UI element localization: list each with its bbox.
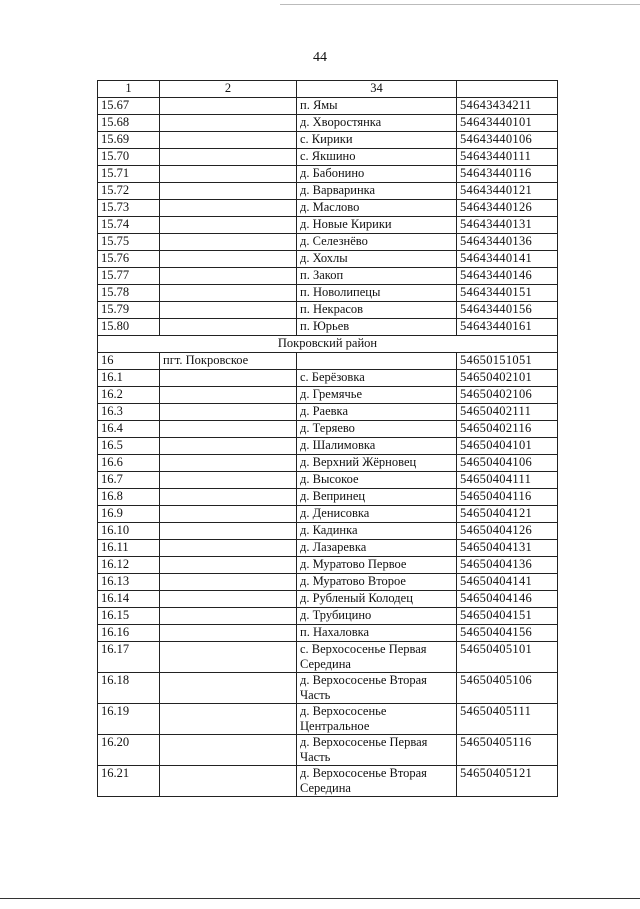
row-number-cell: 16.4 [98,421,160,438]
settlement-cell [160,115,297,132]
table-row [98,98,558,115]
locality-cell: д. Муратово Первое [297,557,457,574]
code-cell: 54650404146 [457,591,558,608]
locality-cell: с. Верхососенье Первая Середина [297,642,457,673]
district-label: Покровский район [98,336,558,353]
code-cell: 54650404121 [457,506,558,523]
locality-cell: д. Теряево [297,421,457,438]
locality-cell: д. Верхососенье Вторая Середина [297,766,457,797]
settlement-cell [160,132,297,149]
code-cell: 54643434211 [457,98,558,115]
code-cell: 54650151051 [457,353,558,370]
settlement-cell [160,489,297,506]
locality-cell: д. Лазаревка [297,540,457,557]
row-number-cell: 15.74 [98,217,160,234]
code-cell: 54643440151 [457,285,558,302]
locality-cell: с. Якшино [297,149,457,166]
settlement-cell [160,523,297,540]
table-row [98,268,558,285]
locality-cell: д. Денисовка [297,506,457,523]
settlement-cell [160,98,297,115]
row-number-cell: 15.79 [98,302,160,319]
locality-cell: д. Верхний Жёрновец [297,455,457,472]
settlement-cell [160,421,297,438]
header-cell: 2 [160,81,297,98]
row-number-cell: 16.10 [98,523,160,540]
settlement-cell [160,404,297,421]
table-row [98,489,558,506]
settlement-cell [160,200,297,217]
settlement-cell [160,704,297,735]
header-cell: 1 [98,81,160,98]
row-number-cell: 15.72 [98,183,160,200]
locality-cell: п. Ямы [297,98,457,115]
settlement-cell [160,302,297,319]
code-cell: 54650405106 [457,673,558,704]
code-cell: 54643440106 [457,132,558,149]
row-number-cell: 15.78 [98,285,160,302]
locality-cell: д. Маслово [297,200,457,217]
row-number-cell: 16.14 [98,591,160,608]
locality-cell [297,353,457,370]
settlement-cell [160,149,297,166]
locality-cell: д. Верхососенье Первая Часть [297,735,457,766]
locality-cell: д. Рубленый Колодец [297,591,457,608]
table-row [98,251,558,268]
header-cell: 34 [297,81,457,98]
settlement-cell [160,540,297,557]
row-number-cell: 16.2 [98,387,160,404]
code-cell: 54643440131 [457,217,558,234]
settlement-cell [160,166,297,183]
table-row [98,673,558,704]
table-row [98,149,558,166]
bottom-scan-line [0,898,640,899]
row-number-cell: 16.11 [98,540,160,557]
table-row [98,285,558,302]
table-row [98,200,558,217]
settlement-cell [160,591,297,608]
table-row [98,591,558,608]
row-number-cell: 15.80 [98,319,160,336]
code-cell: 54650402101 [457,370,558,387]
table-row [98,387,558,404]
code-cell: 54643440161 [457,319,558,336]
row-number-cell: 16 [98,353,160,370]
code-cell: 54650405116 [457,735,558,766]
settlement-cell [160,625,297,642]
settlement-cell [160,268,297,285]
code-cell: 54643440156 [457,302,558,319]
table-header-row [98,81,558,98]
locality-cell: п. Новолипецы [297,285,457,302]
table-row [98,404,558,421]
row-number-cell: 15.69 [98,132,160,149]
settlement-cell [160,506,297,523]
code-cell: 54643440111 [457,149,558,166]
locality-cell: д. Раевка [297,404,457,421]
locality-cell: п. Юрьев [297,319,457,336]
table-row [98,557,558,574]
table-row [98,115,558,132]
code-cell: 54650404141 [457,574,558,591]
table-row [98,302,558,319]
table-row [98,608,558,625]
row-number-cell: 16.12 [98,557,160,574]
settlement-cell [160,472,297,489]
settlement-cell [160,285,297,302]
locality-cell: д. Варваринка [297,183,457,200]
code-cell: 54650404116 [457,489,558,506]
table-row [98,540,558,557]
row-number-cell: 16.19 [98,704,160,735]
header-cell [457,81,558,98]
table-row [98,217,558,234]
locality-cell: п. Некрасов [297,302,457,319]
table-row [98,319,558,336]
settlement-cell [160,673,297,704]
code-cell: 54650404156 [457,625,558,642]
code-cell: 54650402111 [457,404,558,421]
district-row [98,336,558,353]
table-row [98,438,558,455]
code-cell: 54650404126 [457,523,558,540]
row-number-cell: 15.77 [98,268,160,285]
code-cell: 54650404131 [457,540,558,557]
row-number-cell: 15.71 [98,166,160,183]
table-row [98,766,558,797]
locality-cell: д. Бабонино [297,166,457,183]
table-row [98,704,558,735]
settlement-cell [160,642,297,673]
table-row [98,642,558,673]
settlement-cell [160,251,297,268]
row-number-cell: 16.1 [98,370,160,387]
row-number-cell: 16.20 [98,735,160,766]
code-cell: 54643440141 [457,251,558,268]
locality-cell: д. Муратово Второе [297,574,457,591]
locality-cell: д. Верхососенье Вторая Часть [297,673,457,704]
code-cell: 54650404106 [457,455,558,472]
locality-cell: д. Хворостянка [297,115,457,132]
page-number: 44 [313,50,327,65]
top-scan-line [280,4,640,5]
locality-cell: д. Трубицино [297,608,457,625]
table-row [98,370,558,387]
code-cell: 54650402116 [457,421,558,438]
settlement-cell [160,608,297,625]
code-cell: 54643440136 [457,234,558,251]
row-number-cell: 16.13 [98,574,160,591]
locality-cell: с. Кирики [297,132,457,149]
code-cell: 54643440126 [457,200,558,217]
code-cell: 54650404151 [457,608,558,625]
settlement-cell [160,735,297,766]
settlement-cell [160,234,297,251]
code-cell: 54650405111 [457,704,558,735]
settlement-cell [160,438,297,455]
row-number-cell: 16.18 [98,673,160,704]
row-number-cell: 16.5 [98,438,160,455]
settlement-cell [160,387,297,404]
table-row [98,523,558,540]
row-number-cell: 15.73 [98,200,160,217]
locality-cell: п. Закоп [297,268,457,285]
locality-cell: д. Селезнёво [297,234,457,251]
row-number-cell: 16.21 [98,766,160,797]
row-number-cell: 15.76 [98,251,160,268]
settlement-cell [160,455,297,472]
table-row [98,506,558,523]
row-number-cell: 16.16 [98,625,160,642]
row-number-cell: 15.75 [98,234,160,251]
table-row [98,625,558,642]
settlement-cell [160,557,297,574]
settlement-cell [160,217,297,234]
settlement-cell [160,319,297,336]
row-number-cell: 15.70 [98,149,160,166]
locality-cell: д. Кадинка [297,523,457,540]
table-row [98,455,558,472]
table-row [98,234,558,251]
table-row [98,735,558,766]
table-row [98,166,558,183]
locality-cell: д. Вепринец [297,489,457,506]
code-cell: 54650405101 [457,642,558,673]
code-cell: 54643440101 [457,115,558,132]
row-number-cell: 16.8 [98,489,160,506]
code-cell: 54643440121 [457,183,558,200]
row-number-cell: 16.15 [98,608,160,625]
settlements-table [97,80,558,797]
row-number-cell: 16.6 [98,455,160,472]
row-number-cell: 15.68 [98,115,160,132]
locality-cell: д. Верхососенье Центральное [297,704,457,735]
locality-cell: д. Шалимовка [297,438,457,455]
locality-cell: д. Высокое [297,472,457,489]
code-cell: 54650405121 [457,766,558,797]
table-row [98,353,558,370]
settlement-cell [160,370,297,387]
settlement-cell [160,183,297,200]
table-row [98,183,558,200]
code-cell: 54650402106 [457,387,558,404]
row-number-cell: 16.9 [98,506,160,523]
locality-cell: п. Нахаловка [297,625,457,642]
table-row [98,421,558,438]
table-row [98,132,558,149]
settlement-cell [160,766,297,797]
code-cell: 54650404136 [457,557,558,574]
code-cell: 54650404101 [457,438,558,455]
row-number-cell: 16.7 [98,472,160,489]
table-row [98,574,558,591]
row-number-cell: 16.3 [98,404,160,421]
locality-cell: д. Новые Кирики [297,217,457,234]
locality-cell: д. Гремячье [297,387,457,404]
code-cell: 54643440146 [457,268,558,285]
settlement-cell: пгт. Покровское [160,353,297,370]
locality-cell: с. Берёзовка [297,370,457,387]
locality-cell: д. Хохлы [297,251,457,268]
code-cell: 54650404111 [457,472,558,489]
code-cell: 54643440116 [457,166,558,183]
settlement-cell [160,574,297,591]
row-number-cell: 16.17 [98,642,160,673]
table-row [98,472,558,489]
row-number-cell: 15.67 [98,98,160,115]
